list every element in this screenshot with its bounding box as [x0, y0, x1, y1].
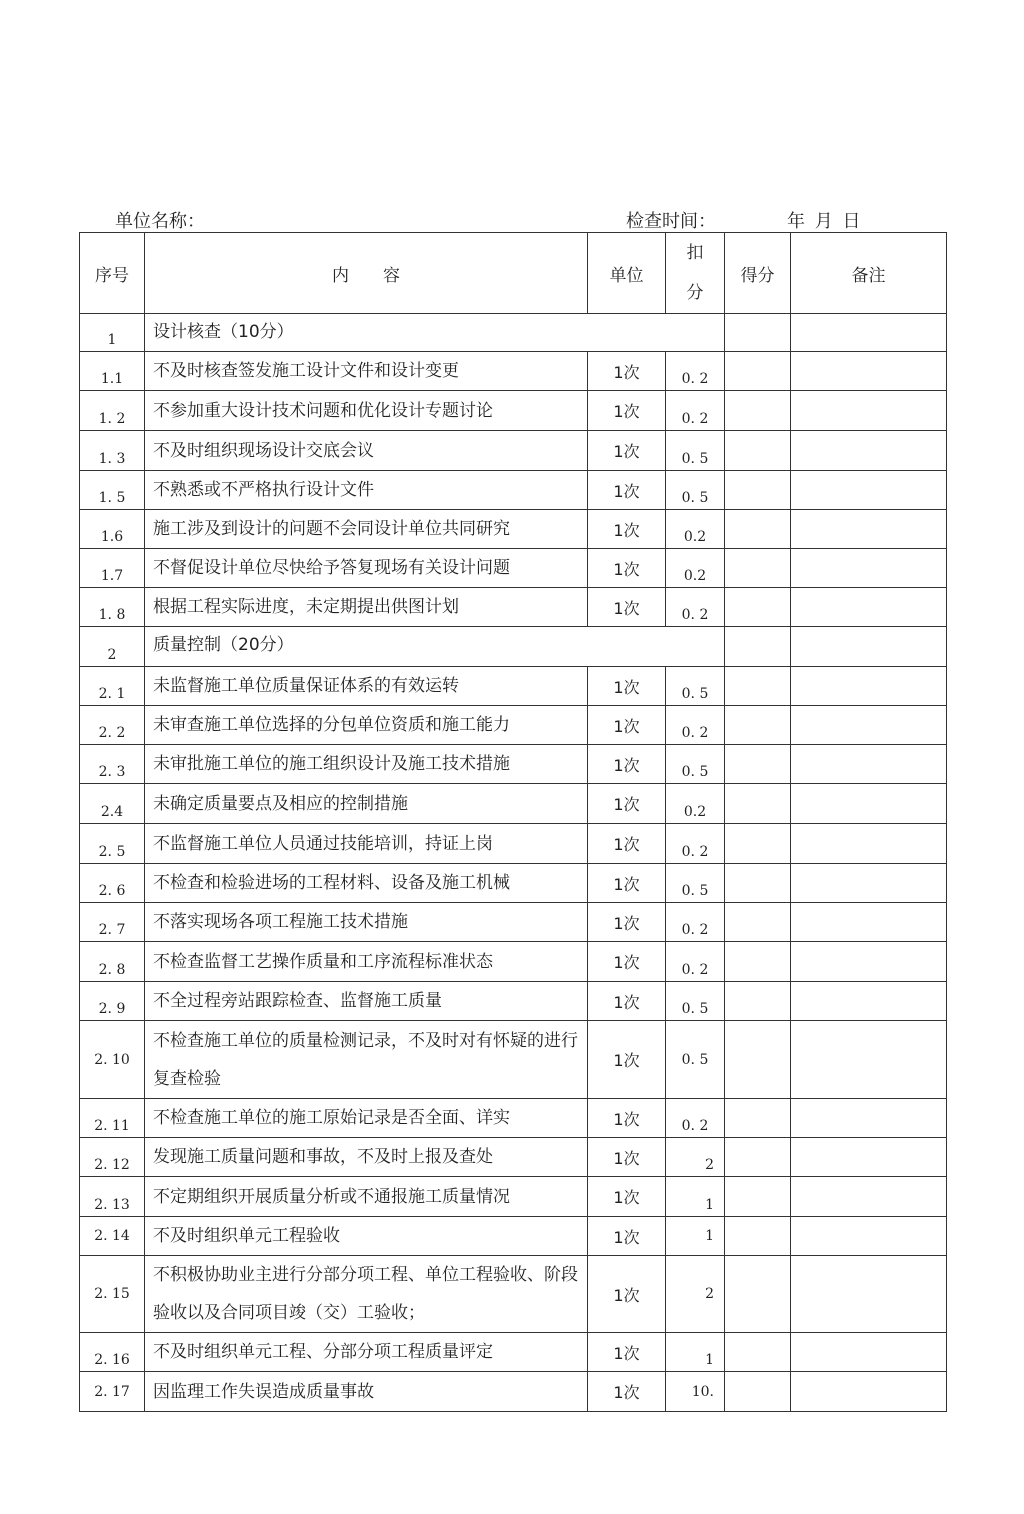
remark-cell[interactable]	[791, 706, 947, 745]
remark-cell[interactable]	[791, 1217, 947, 1256]
remark-cell[interactable]	[791, 1021, 947, 1099]
row-deduct: 1	[666, 1333, 725, 1372]
inspection-table	[79, 232, 947, 1412]
row-seq: 1.7	[80, 549, 145, 588]
section-title: 质量控制（20分）	[145, 627, 725, 667]
row-deduct: 0. 5	[666, 471, 725, 510]
remark-cell[interactable]	[791, 1177, 947, 1217]
row-content: 不参加重大设计技术问题和优化设计专题讨论	[145, 391, 588, 431]
row-content: 发现施工质量问题和事故，不及时上报及查处	[145, 1138, 588, 1177]
row-seq: 2. 16	[80, 1333, 145, 1372]
row-seq: 2. 13	[80, 1177, 145, 1217]
remark-cell[interactable]	[791, 824, 947, 864]
remark-cell[interactable]	[791, 627, 947, 667]
remark-cell[interactable]	[791, 471, 947, 510]
row-unit: 1次	[588, 864, 666, 903]
table-row	[80, 431, 947, 471]
remark-cell[interactable]	[791, 510, 947, 549]
score-cell[interactable]	[725, 1177, 791, 1217]
row-unit: 1次	[588, 431, 666, 471]
row-unit: 1次	[588, 1372, 666, 1412]
table-row	[80, 706, 947, 745]
table-row	[80, 784, 947, 824]
row-unit: 1次	[588, 1021, 666, 1099]
row-unit: 1次	[588, 549, 666, 588]
table-row	[80, 942, 947, 982]
row-content: 不检查和检验进场的工程材料、设备及施工机械	[145, 864, 588, 903]
row-seq: 2. 9	[80, 982, 145, 1021]
table-header-row	[80, 233, 947, 314]
row-deduct: 0. 5	[666, 667, 725, 706]
date-placeholder: 年 月 日	[787, 211, 861, 232]
row-deduct: 1	[666, 1177, 725, 1217]
score-cell[interactable]	[725, 314, 791, 352]
row-unit: 1次	[588, 1333, 666, 1372]
table-row	[80, 1256, 947, 1333]
table-row	[80, 667, 947, 706]
row-content: 不熟悉或不严格执行设计文件	[145, 471, 588, 510]
row-seq: 2. 2	[80, 706, 145, 745]
score-cell[interactable]	[725, 942, 791, 982]
table-row	[80, 471, 947, 510]
row-seq: 2. 6	[80, 864, 145, 903]
row-content: 不全过程旁站跟踪检查、监督施工质量	[145, 982, 588, 1021]
score-cell[interactable]	[725, 824, 791, 864]
col-content-header: 内 容	[145, 233, 588, 314]
row-unit: 1次	[588, 1177, 666, 1217]
score-cell[interactable]	[725, 1256, 791, 1333]
col-seq-header: 序号	[80, 233, 145, 314]
row-seq: 2. 3	[80, 745, 145, 784]
row-seq: 2.4	[80, 784, 145, 824]
row-deduct: 0.2	[666, 510, 725, 549]
score-cell[interactable]	[725, 667, 791, 706]
remark-cell[interactable]	[791, 549, 947, 588]
check-time-label: 检查时间：	[626, 211, 716, 232]
row-content: 不落实现场各项工程施工技术措施	[145, 903, 588, 942]
row-content: 不监督施工单位人员通过技能培训，持证上岗	[145, 824, 588, 864]
section-row	[80, 314, 947, 352]
form-header	[0, 205, 1024, 231]
row-content: 不及时组织单元工程验收	[145, 1217, 588, 1256]
score-cell[interactable]	[725, 431, 791, 471]
row-content: 不督促设计单位尽快给予答复现场有关设计问题	[145, 549, 588, 588]
row-content: 未审查施工单位选择的分包单位资质和施工能力	[145, 706, 588, 745]
row-deduct: 0. 2	[666, 824, 725, 864]
section-row	[80, 627, 947, 667]
row-unit: 1次	[588, 510, 666, 549]
col-deduct-header-line1: 扣	[686, 243, 704, 263]
remark-cell[interactable]	[791, 745, 947, 784]
table-row	[80, 1021, 947, 1099]
row-content: 根据工程实际进度，未定期提出供图计划	[145, 588, 588, 627]
row-deduct: 0. 2	[666, 942, 725, 982]
row-seq: 2. 1	[80, 667, 145, 706]
score-cell[interactable]	[725, 627, 791, 667]
remark-cell[interactable]	[791, 1256, 947, 1333]
row-content: 不及时核查签发施工设计文件和设计变更	[145, 352, 588, 391]
row-unit: 1次	[588, 824, 666, 864]
score-cell[interactable]	[725, 864, 791, 903]
table-row	[80, 391, 947, 431]
row-seq: 2. 11	[80, 1099, 145, 1138]
row-content: 不检查施工单位的施工原始记录是否全面、详实	[145, 1099, 588, 1138]
remark-cell[interactable]	[791, 1333, 947, 1372]
row-content: 不检查监督工艺操作质量和工序流程标准状态	[145, 942, 588, 982]
row-unit: 1次	[588, 352, 666, 391]
table-row	[80, 1372, 947, 1412]
remark-cell[interactable]	[791, 667, 947, 706]
unit-name-label: 单位名称：	[115, 211, 205, 232]
col-unit-header: 单位	[588, 233, 666, 314]
row-seq: 1.1	[80, 352, 145, 391]
row-deduct: 2	[666, 1256, 725, 1333]
score-cell[interactable]	[725, 903, 791, 942]
row-content: 未确定质量要点及相应的控制措施	[145, 784, 588, 824]
row-unit: 1次	[588, 745, 666, 784]
row-deduct: 0.2	[666, 784, 725, 824]
row-seq: 2. 17	[80, 1372, 145, 1412]
row-content: 不及时组织单元工程、分部分项工程质量评定	[145, 1333, 588, 1372]
row-unit: 1次	[588, 1138, 666, 1177]
remark-cell[interactable]	[791, 588, 947, 627]
table-row	[80, 982, 947, 1021]
row-content: 施工涉及到设计的问题不会同设计单位共同研究	[145, 510, 588, 549]
row-deduct: 0. 5	[666, 982, 725, 1021]
score-cell[interactable]	[725, 1099, 791, 1138]
table-row	[80, 903, 947, 942]
row-seq: 1. 8	[80, 588, 145, 627]
row-seq: 2. 15	[80, 1256, 145, 1333]
score-cell[interactable]	[725, 982, 791, 1021]
row-seq: 2. 12	[80, 1138, 145, 1177]
row-content: 未审批施工单位的施工组织设计及施工技术措施	[145, 745, 588, 784]
score-cell[interactable]	[725, 745, 791, 784]
row-deduct: 0.2	[666, 549, 725, 588]
row-unit: 1次	[588, 667, 666, 706]
row-content: 未监督施工单位质量保证体系的有效运转	[145, 667, 588, 706]
table-row	[80, 549, 947, 588]
row-seq: 2. 8	[80, 942, 145, 982]
row-seq: 1. 5	[80, 471, 145, 510]
remark-cell[interactable]	[791, 942, 947, 982]
table-row	[80, 824, 947, 864]
row-unit: 1次	[588, 784, 666, 824]
score-cell[interactable]	[725, 588, 791, 627]
row-seq: 2. 5	[80, 824, 145, 864]
section-title: 设计核查（10分）	[145, 314, 725, 352]
row-unit: 1次	[588, 471, 666, 510]
row-seq: 2. 14	[80, 1217, 145, 1256]
remark-cell[interactable]	[791, 982, 947, 1021]
table-row	[80, 1138, 947, 1177]
row-deduct: 0. 5	[666, 864, 725, 903]
score-cell[interactable]	[725, 549, 791, 588]
row-deduct: 0. 2	[666, 588, 725, 627]
row-seq: 1. 2	[80, 391, 145, 431]
row-unit: 1次	[588, 903, 666, 942]
remark-cell[interactable]	[791, 1138, 947, 1177]
score-cell[interactable]	[725, 352, 791, 391]
remark-cell[interactable]	[791, 1099, 947, 1138]
row-deduct: 0. 2	[666, 903, 725, 942]
row-seq: 1. 3	[80, 431, 145, 471]
row-content: 不及时组织现场设计交底会议	[145, 431, 588, 471]
score-cell[interactable]	[725, 510, 791, 549]
score-cell[interactable]	[725, 1138, 791, 1177]
remark-cell[interactable]	[791, 784, 947, 824]
table-row	[80, 352, 947, 391]
table-row	[80, 1099, 947, 1138]
score-cell[interactable]	[725, 471, 791, 510]
row-deduct: 0. 2	[666, 1099, 725, 1138]
table-row	[80, 510, 947, 549]
table-row	[80, 1333, 947, 1372]
section-seq: 1	[80, 314, 145, 352]
score-cell[interactable]	[725, 1333, 791, 1372]
score-cell[interactable]	[725, 391, 791, 431]
row-seq: 2. 7	[80, 903, 145, 942]
row-deduct: 0. 2	[666, 352, 725, 391]
row-content: 不积极协助业主进行分部分项工程、单位工程验收、阶段验收以及合同项目竣（交）工验收；	[145, 1256, 588, 1333]
row-unit: 1次	[588, 1256, 666, 1333]
row-deduct: 0. 5	[666, 1021, 725, 1099]
table-row	[80, 588, 947, 627]
col-deduct-header-line2: 分	[686, 283, 704, 303]
row-seq: 2. 10	[80, 1021, 145, 1099]
row-deduct: 0. 2	[666, 391, 725, 431]
remark-cell[interactable]	[791, 352, 947, 391]
col-remark-header: 备注	[791, 233, 947, 314]
remark-cell[interactable]	[791, 1372, 947, 1412]
row-deduct: 1	[666, 1217, 725, 1256]
remark-cell[interactable]	[791, 391, 947, 431]
row-unit: 1次	[588, 1217, 666, 1256]
remark-cell[interactable]	[791, 903, 947, 942]
section-seq: 2	[80, 627, 145, 667]
row-unit: 1次	[588, 391, 666, 431]
remark-cell[interactable]	[791, 864, 947, 903]
row-unit: 1次	[588, 942, 666, 982]
table-row	[80, 745, 947, 784]
table-row	[80, 1177, 947, 1217]
col-deduct-header	[666, 233, 725, 314]
table-row	[80, 1217, 947, 1256]
remark-cell[interactable]	[791, 314, 947, 352]
row-content: 不检查施工单位的质量检测记录，不及时对有怀疑的进行复查检验	[145, 1021, 588, 1099]
row-unit: 1次	[588, 982, 666, 1021]
score-cell[interactable]	[725, 784, 791, 824]
score-cell[interactable]	[725, 1372, 791, 1412]
row-deduct: 0. 5	[666, 431, 725, 471]
row-deduct: 0. 5	[666, 745, 725, 784]
remark-cell[interactable]	[791, 431, 947, 471]
row-deduct: 2	[666, 1138, 725, 1177]
row-seq: 1.6	[80, 510, 145, 549]
row-deduct: 10.	[666, 1372, 725, 1412]
col-score-header: 得分	[725, 233, 791, 314]
score-cell[interactable]	[725, 1021, 791, 1099]
row-unit: 1次	[588, 1099, 666, 1138]
row-unit: 1次	[588, 706, 666, 745]
row-deduct: 0. 2	[666, 706, 725, 745]
score-cell[interactable]	[725, 1217, 791, 1256]
table-row	[80, 864, 947, 903]
row-content: 不定期组织开展质量分析或不通报施工质量情况	[145, 1177, 588, 1217]
score-cell[interactable]	[725, 706, 791, 745]
row-unit: 1次	[588, 588, 666, 627]
row-content: 因监理工作失误造成质量事故	[145, 1372, 588, 1412]
